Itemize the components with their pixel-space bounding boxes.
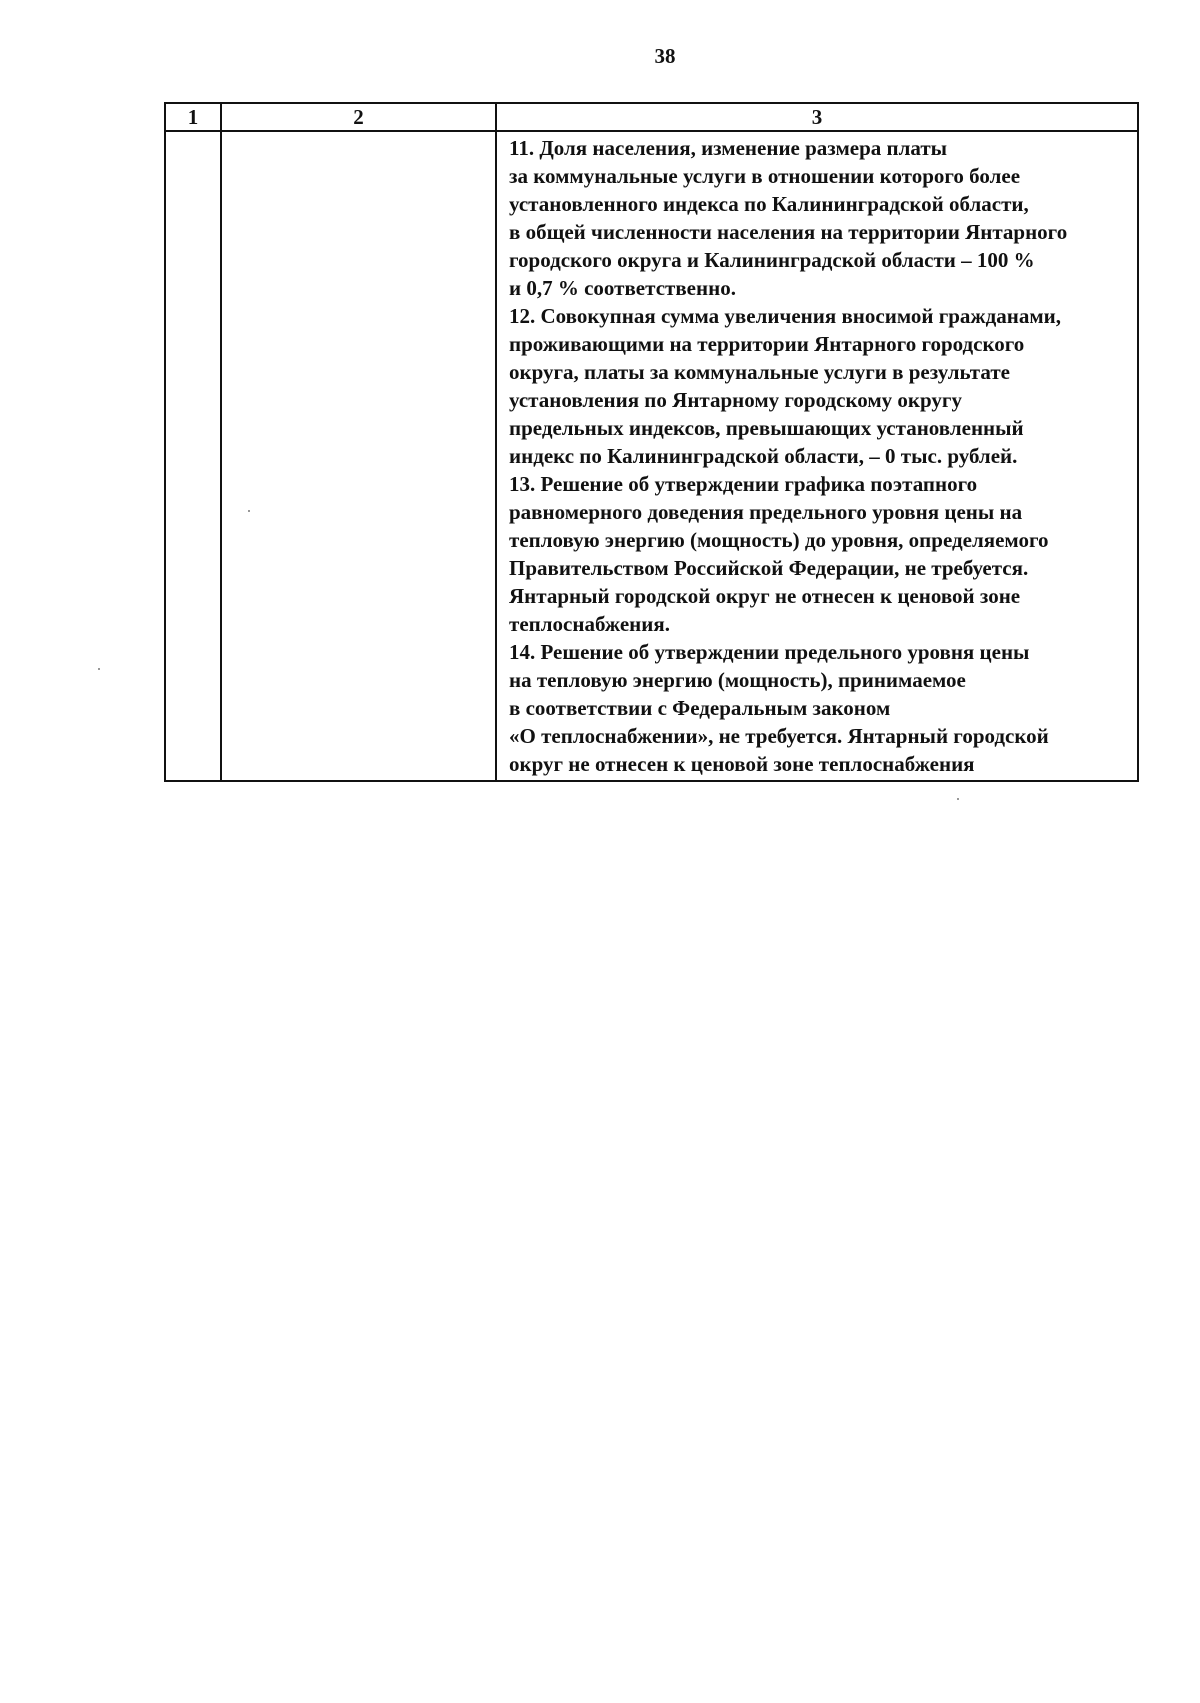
text-line: тепловую энергию (мощность) до уровня, определяемого bbox=[509, 528, 1049, 552]
text-line: округа, платы за коммунальные услуги в результате bbox=[509, 360, 1010, 384]
document-table bbox=[164, 102, 1139, 782]
column-header-2: 2 bbox=[221, 103, 496, 131]
text-line: Янтарный городской округ не отнесен к ценовой зоне bbox=[509, 584, 1021, 608]
page-number: 38 bbox=[654, 44, 676, 68]
text-line: за коммунальные услуги в отношении которого более bbox=[509, 164, 1021, 188]
column-header-3: 3 bbox=[496, 103, 1138, 131]
column-header-1: 1 bbox=[165, 103, 221, 131]
scan-speck bbox=[98, 668, 100, 670]
text-line: в соответствии с Федеральным законом bbox=[509, 696, 891, 720]
text-line: теплоснабжения. bbox=[509, 612, 670, 636]
text-line: городского округа и Калининградской области – 100 % bbox=[509, 248, 1035, 272]
table-cell-col3 bbox=[496, 131, 1138, 781]
text-line: 14. Решение об утверждении предельного уровня цены bbox=[509, 640, 1030, 664]
text-line: «О теплоснабжении», не требуется. Янтарный городской bbox=[509, 724, 1049, 748]
table-cell-col2 bbox=[221, 131, 496, 781]
text-line: предельных индексов, превышающих установленный bbox=[509, 416, 1024, 440]
text-line: равномерного доведения предельного уровня цены на bbox=[509, 500, 1023, 524]
table-header-row bbox=[165, 103, 1138, 131]
scan-speck bbox=[957, 798, 959, 800]
table-cell-col1 bbox=[165, 131, 221, 781]
scan-speck bbox=[248, 510, 250, 512]
text-line: проживающими на территории Янтарного городского bbox=[509, 332, 1025, 356]
text-line: индекс по Калининградской области, – 0 тыс. рублей. bbox=[509, 444, 1018, 468]
text-line: 13. Решение об утверждении графика поэтапного bbox=[509, 472, 978, 496]
text-line: в общей численности населения на территории Янтарного bbox=[509, 220, 1068, 244]
text-line: установленного индекса по Калининградской области, bbox=[509, 192, 1029, 216]
text-line: установления по Янтарному городскому округу bbox=[509, 388, 962, 412]
table-row bbox=[165, 131, 1138, 781]
text-line: округ не отнесен к ценовой зоне теплоснабжения bbox=[509, 752, 975, 776]
text-line: 11. Доля населения, изменение размера платы bbox=[509, 136, 948, 160]
text-line: на тепловую энергию (мощность), принимаемое bbox=[509, 668, 966, 692]
text-line: и 0,7 % соответственно. bbox=[509, 276, 736, 300]
text-line: Правительством Российской Федерации, не требуется. bbox=[509, 556, 1029, 580]
text-line: 12. Совокупная сумма увеличения вносимой гражданами, bbox=[509, 304, 1062, 328]
